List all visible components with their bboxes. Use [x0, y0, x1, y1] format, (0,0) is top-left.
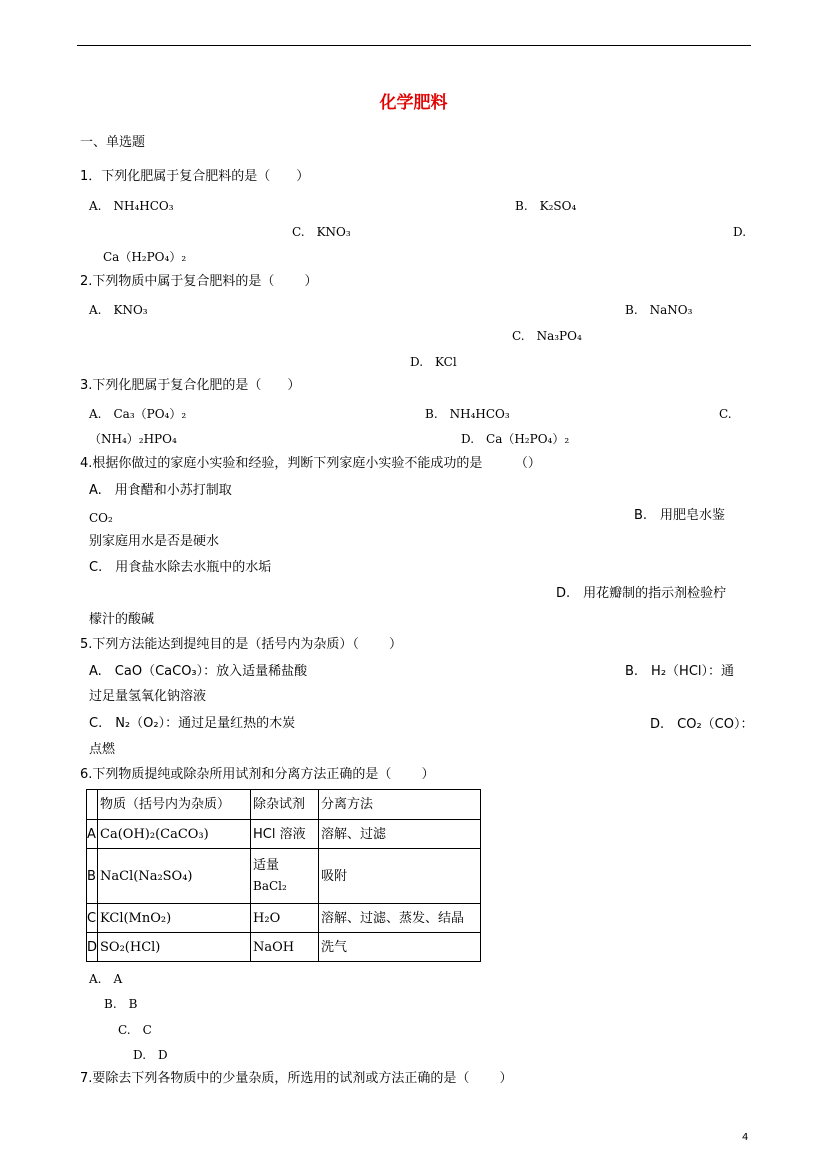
question-3-option-c-continued: （NH₄）₂HPO₄ — [89, 432, 177, 446]
question-2-option-b: B. NaNO₃ — [625, 303, 693, 317]
table-cell: 溶解、过滤 — [319, 820, 481, 849]
question-1-stem: 1．下列化肥属于复合肥料的是（ ） — [80, 169, 310, 184]
table-cell-label: A — [87, 820, 98, 849]
section-heading: 一、单选题 — [80, 135, 146, 150]
question-4-option-d-continued: 檬汁的酸碱 — [89, 612, 155, 627]
table-header-cell: 除杂试剂 — [251, 790, 319, 820]
table-row — [87, 933, 481, 962]
table-cell: SO₂(HCl) — [98, 933, 251, 962]
table-cell-label: C — [87, 904, 98, 933]
question-4-option-c: C. 用食盐水除去水瓶中的水垢 — [89, 560, 272, 575]
question-4-option-b: B. 用肥皂水鉴 — [634, 508, 726, 523]
question-5-option-b-continued: 过足量氢氧化钠溶液 — [89, 689, 207, 704]
question-4-stem: 4.根据你做过的家庭小实验和经验，判断下列家庭小实验不能成功的是 （） — [80, 456, 541, 471]
page-number: 4 — [742, 1132, 749, 1143]
question-6-option-c: C. C — [118, 1023, 152, 1037]
question-4-option-b-continued: 别家庭用水是否是硬水 — [89, 534, 220, 549]
table-row — [87, 849, 481, 904]
table-cell: 吸附 — [319, 849, 481, 904]
table-cell-label — [87, 790, 98, 820]
table-cell-line: 适量 — [253, 858, 280, 873]
question-3-option-c: C. — [719, 407, 732, 421]
table-header-cell: 分离方法 — [319, 790, 481, 820]
table-header-cell: 物质（括号内为杂质） — [98, 790, 251, 820]
question-1-option-b: B. K₂SO₄ — [515, 199, 577, 213]
question-4-option-a-continued: CO₂ — [89, 511, 113, 525]
question-2-option-c: C. Na₃PO₄ — [512, 329, 582, 343]
question-6-stem: 6.下列物质提纯或除杂所用试剂和分离方法正确的是（ ） — [80, 767, 435, 782]
table-cell-line: BaCl₂ — [253, 879, 287, 893]
question-7-stem: 7.要除去下列各物质中的少量杂质，所选用的试剂或方法正确的是（ ） — [80, 1071, 513, 1086]
question-3-option-a: A. Ca₃（PO₄）₂ — [89, 407, 187, 421]
question-4-option-a: A. 用食醋和小苏打制取 — [89, 483, 232, 498]
table-cell: 溶解、过滤、蒸发、结晶 — [319, 904, 481, 933]
question-6-option-d: D. D — [133, 1048, 168, 1062]
table-cell: NaCl(Na₂SO₄) — [98, 849, 251, 904]
table-cell-label: B — [87, 849, 98, 904]
table-row — [87, 904, 481, 933]
question-3-stem: 3.下列化肥属于复合化肥的是（ ） — [80, 378, 301, 393]
table-cell: Ca(OH)₂(CaCO₃) — [98, 820, 251, 849]
table-header-row — [87, 790, 481, 820]
header-rule — [77, 45, 751, 46]
table-row — [87, 820, 481, 849]
question-5-option-d: D. CO₂（CO）： — [650, 717, 754, 732]
question-2-option-a: A. KNO₃ — [89, 303, 148, 317]
question-5-option-c: C. N₂（O₂）：通过足量红热的木炭 — [89, 716, 296, 731]
question-1-option-d: D. — [733, 225, 747, 239]
table-cell: H₂O — [251, 904, 319, 933]
table-cell: NaOH — [251, 933, 319, 962]
question-6-option-a: A. A — [89, 972, 123, 986]
table-cell: KCl(MnO₂) — [98, 904, 251, 933]
question-6-option-b: B. B — [104, 997, 138, 1011]
question-2-option-d: D. KCl — [410, 355, 457, 369]
question-2-stem: 2.下列物质中属于复合肥料的是（ ） — [80, 274, 318, 289]
table-cell-label: D — [87, 933, 98, 962]
question-3-option-b: B. NH₄HCO₃ — [425, 407, 510, 421]
document-title: 化学肥料 — [379, 93, 448, 113]
question-6-table — [86, 789, 481, 962]
question-5-stem: 5.下列方法能达到提纯目的是（括号内为杂质）（ ） — [80, 637, 403, 652]
question-1-option-a: A. NH₄HCO₃ — [89, 199, 174, 213]
question-5-option-d-continued: 点燃 — [89, 742, 116, 757]
table-cell: 洗气 — [319, 933, 481, 962]
table-cell — [251, 849, 319, 904]
question-5-option-b: B. H₂（HCl）：通 — [625, 664, 735, 679]
question-4-option-d: D. 用花瓣制的指示剂检验柠 — [556, 586, 727, 601]
question-1-option-d-continued: Ca（H₂PO₄）₂ — [103, 250, 187, 264]
question-3-option-d: D. Ca（H₂PO₄）₂ — [461, 432, 570, 446]
question-5-option-a: A. CaO（CaCO₃）：放入适量稀盐酸 — [89, 664, 308, 679]
table-cell: HCl 溶液 — [251, 820, 319, 849]
question-1-option-c: C. KNO₃ — [292, 225, 351, 239]
